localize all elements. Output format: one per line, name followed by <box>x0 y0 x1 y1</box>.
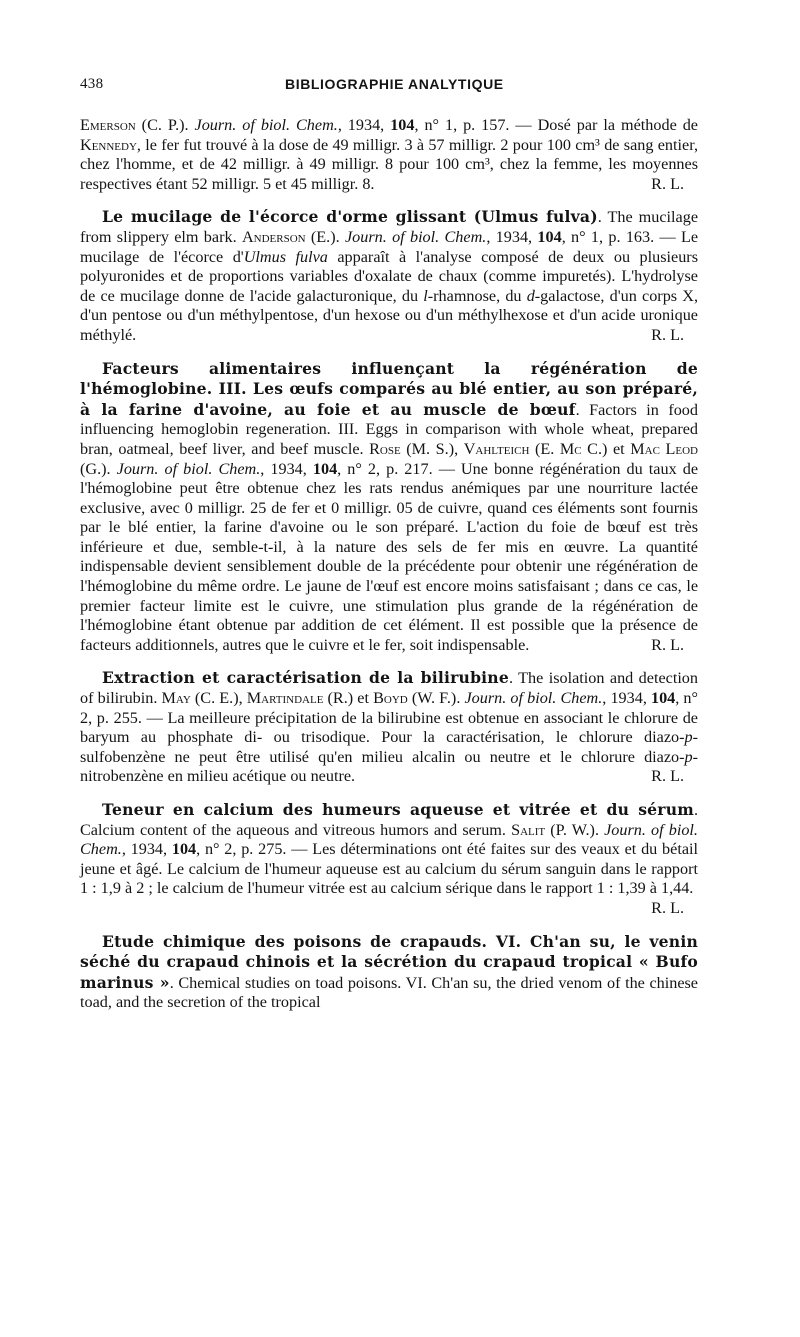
reviewer-signature: R. L. <box>651 325 684 344</box>
entry-text: , 1934, <box>337 116 391 134</box>
entry-text: 104 <box>312 459 338 478</box>
entry-text: p <box>684 728 693 747</box>
entry-text: 104 <box>537 227 562 246</box>
bibliography-entry <box>80 116 698 194</box>
entry-text: Ulmus fulva <box>243 247 328 266</box>
page-header <box>80 76 698 102</box>
entry-text: Journ. of biol. Chem. <box>116 459 261 478</box>
entry-text: , 1934, <box>260 459 313 478</box>
entry-title: Le mucilage de l'écorce d'orme glissant (Ulmus fulva) <box>102 207 598 227</box>
running-title: BIBLIOGRAPHIE ANALYTIQUE <box>285 76 504 92</box>
entry-text: (W. F.). <box>407 689 465 708</box>
entry-text: -galactose, d'un corps X, d'un pentose ou d'un méthylpentose, d'un hexose ou d'un méthylhexose et d'un acide uronique méthylé. <box>80 286 699 344</box>
entry-text: (P. W.). <box>545 820 605 839</box>
entry-text: Emerson <box>80 116 136 134</box>
entry-text: Journ. of biol. Chem. <box>80 820 698 859</box>
entry-text: . The mucilage from slippery elm bark. <box>80 208 699 246</box>
entry-text: 104 <box>390 116 415 134</box>
entry-text: p <box>684 747 693 766</box>
entry-text: (E. <box>529 439 560 458</box>
entry-text: , le fer fut trouvé à la dose de 49 milligr. 3 à 57 milligr. 2 pour 100 cm³ de sang entier, chez l'homme, et de 42 milligr. à 49 milligr. 8 pour 100 cm³, chez la femme, les moyennes respectives étant 52 milligr. 5 et 45 milligr. 8. <box>80 135 698 193</box>
entry-text: . Factors in food influencing hemoglobin regeneration. III. Eggs in comparison with whole wheat, prepared bran, oatmeal, beef liver, and beef muscle. <box>80 400 698 458</box>
entry-text: , n° 2, p. 275. — Les déterminations ont été faites sur des veaux et du bétail jeune et âgé. Le calcium de l'humeur aqueuse est au calcium du sérum sanguin dans le rapport 1 : 1,9 à 2 ; le calcium de l'humeur vitrée est au calcium sérique dans le rapport 1 : 1,39 à 1,44. <box>80 840 698 898</box>
entry-title: Extraction et caractérisation de la bilirubine <box>102 668 509 688</box>
entry-text: Mac Leod <box>630 439 698 458</box>
entry-text: Martindale <box>246 689 324 708</box>
entry-text: -sulfobenzène ne peut être utilisé qu'en milieu alcalin ou neutre et le chlorure diazo- <box>80 728 698 766</box>
page-number: 438 <box>80 76 104 92</box>
entry-text: , 1934, <box>602 689 651 708</box>
entry-text: . Chemical studies on toad poisons. VI. Ch'an su, the dried venom of the chinese toad, and the secretion of the tropical <box>80 973 698 1012</box>
entry-text: (G.). <box>80 459 117 478</box>
entry-text: , n° 2, p. 217. — Une bonne régénération du taux de l'hémoglobine peut être obtenue chez les rats rendus anémiques par une nourriture lactée exclusive, avec 0 milligr. 25 de fer et 0 milligr. 05 de cuivre, quand ces éléments sont fournis par le blé entier, la farine d'avoine ou le son préparé. L'action du foie de bœuf est très inférieure et due, semble-t-il, à la nature des sels de fer mis en œuvre. La quantité indispensable devient sensiblement double de la précédente pour obtenir une régénération de l'hémoglobine du même ordre. Le jaune de l'œuf est encore moins satisfaisant ; dans ce cas, le premier facteur limite est le cuivre, une stimulation plus grande de la régénération de l'hémoglobine étant obtenue par addition de cet élément. Il est possible que la présence de facteurs additionnels, autres que le cuivre et le fer, soit indispensable. <box>80 459 698 654</box>
entry-text: -rhamnose, du <box>427 286 527 305</box>
entry-text: Anderson <box>241 227 306 246</box>
entry-text: Vahlteich <box>463 439 530 458</box>
entry-text: (M. S.), <box>400 439 464 458</box>
entry-text: C.) et <box>581 439 631 458</box>
entry-text: Rose <box>369 439 401 458</box>
bibliography-entry <box>80 359 698 656</box>
entry-text: Mc <box>559 439 582 458</box>
reviewer-signature: R. L. <box>651 635 684 654</box>
entry-text: . The isolation and detection of bilirubin. <box>80 669 698 708</box>
entry-text: d <box>526 286 535 305</box>
entry-text: , n° 2, p. 255. — La meilleure précipitation de la bilirubine est obtenue en associant le chlorure de baryum au phosphate di- ou trisodique. Pour la caractérisation, le chlorure diazo- <box>80 689 698 747</box>
entry-text: apparaît à l'analyse composé de deux ou plusieurs polyuronides et de proportions variables d'oxalate de chaux (comme impuretés). L'hydrolyse de ce mucilage donne de l'acide galacturonique, du <box>80 247 698 305</box>
entry-text: , 1934, <box>486 227 538 246</box>
entry-text: . Calcium content of the aqueous and vitreous humors and serum. <box>80 801 698 839</box>
entry-text: Kennedy <box>80 135 137 154</box>
entry-text: , n° 1, p. 157. — Dosé par la méthode de <box>414 116 698 134</box>
entry-text: Salit <box>511 820 546 839</box>
entry-title: Etude chimique des poisons de crapauds. VI. Ch'an su, le venin séché du crapaud chinois et la sécrétion du crapaud tropical « Bufo marinus » <box>80 931 698 992</box>
entry-text: Journ. of biol. Chem. <box>464 689 603 708</box>
reviewer-signature: R. L. <box>651 174 684 193</box>
entry-text: Boyd <box>373 689 408 708</box>
bibliography-entries <box>80 116 698 1026</box>
entry-title: Teneur en calcium des humeurs aqueuse et vitrée et du sérum <box>102 800 694 819</box>
entry-text: l <box>423 286 428 305</box>
bibliography-entry <box>80 932 698 1013</box>
bibliography-entry <box>80 800 698 919</box>
bibliography-entry <box>80 668 698 787</box>
entry-text: (E.). <box>305 227 345 246</box>
entry-text: 104 <box>650 689 676 708</box>
entry-text: 104 <box>171 840 197 859</box>
entry-text: , n° 1, p. 163. — Le mucilage de l'écorce d' <box>80 227 699 266</box>
bibliography-entry <box>80 207 698 345</box>
entry-text: -nitrobenzène en milieu acétique ou neutre. <box>80 747 698 786</box>
entry-text: , 1934, <box>121 840 172 859</box>
entry-text: Journ. of biol. Chem. <box>344 227 487 246</box>
reviewer-signature: R. L. <box>651 898 684 917</box>
entry-text: (R.) et <box>323 689 374 708</box>
entry-text: Journ. of biol. Chem. <box>194 116 338 134</box>
entry-text: (C. E.), <box>190 689 247 708</box>
entry-text: (C. P.). <box>135 116 195 134</box>
reviewer-signature: R. L. <box>651 767 684 786</box>
entry-text: May <box>161 689 191 708</box>
entry-title: Facteurs alimentaires influençant la régénération de l'hémoglobine. III. Les œufs comparés au blé entier, au son préparé, à la farine d'avoine, au foie et au muscle de bœuf <box>80 358 698 419</box>
